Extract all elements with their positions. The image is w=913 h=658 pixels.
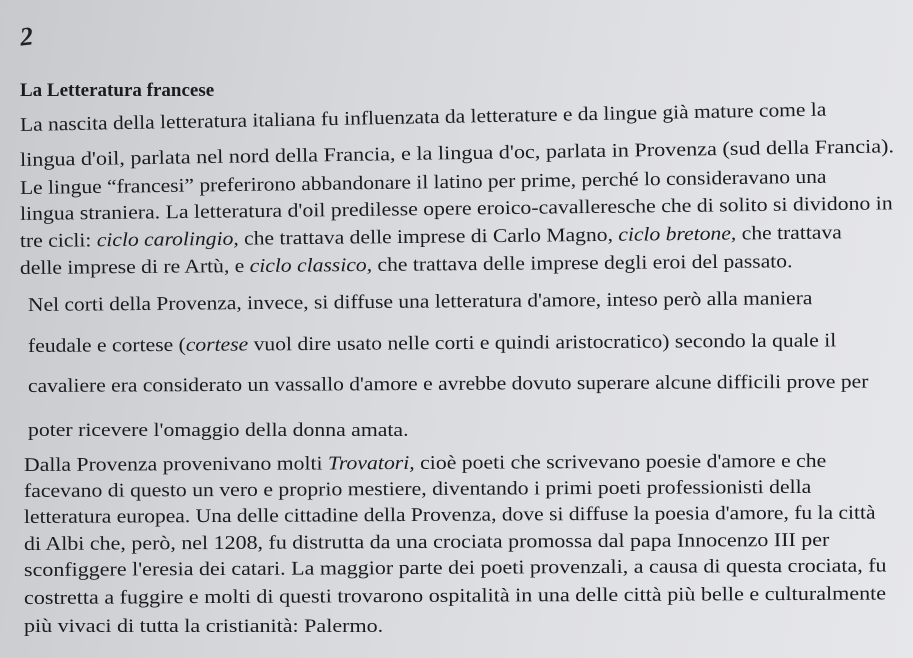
text-line	[20, 223, 842, 251]
text-run: cioè poeti che scrivevano poesie d'amore e che	[414, 450, 827, 474]
text-run: letteratura europea. Una delle cittadine della Provenza, dove si diffuse la poesia d'amore, fu la città	[23, 502, 876, 528]
text-line	[28, 331, 836, 356]
text-run: costretta a fuggire e molti di questi trovarono ospitalità in una delle città più belle e culturalmente	[23, 583, 887, 609]
text-run: Le lingue “francesi” preferirono abbandonare il latino per prime, perché lo consideravano una	[19, 166, 827, 199]
text-line	[20, 194, 893, 224]
text-run: delle imprese di re Artù, e	[19, 255, 250, 279]
text-line	[24, 504, 876, 528]
page-title: La Letteratura francese	[20, 80, 215, 101]
text-run: Dalla Provenza provenivano molti	[23, 453, 329, 476]
text-line	[28, 421, 409, 440]
text-line	[28, 373, 868, 397]
text-line	[24, 478, 811, 502]
text-run: cavaliere era considerato un vassallo d'amore e avrebbe dovuto superare alcune difficili prove per	[27, 371, 869, 397]
text-run: Nel corti della Provenza, invece, si diffuse una letteratura d'amore, inteso però alla maniera	[27, 288, 813, 316]
page-number: 2	[18, 21, 35, 52]
text-line	[28, 289, 813, 315]
text-run: lingua straniera. La letteratura d'oil predilesse opere eroico-cavalleresche che di solito si dividono in	[19, 193, 893, 225]
italic-term: ciclo classico,	[249, 254, 373, 277]
text-run: vuol dire usato nelle corti e quindi aristocratico) secondo la quale il	[248, 330, 837, 356]
text-line	[20, 101, 827, 136]
text-line	[20, 168, 827, 199]
text-run: più vivaci di tutta la cristianità: Palermo.	[24, 616, 384, 637]
text-run: tre cicli:	[19, 230, 97, 252]
text-line	[24, 452, 826, 476]
text-run: poter ricevere l'omaggio della donna amata.	[28, 420, 409, 441]
italic-term: Trovatori,	[327, 452, 415, 475]
text-line	[24, 556, 887, 580]
text-run: di Albi che, però, nel 1208, fu distrutta da una crociata promossa dal papa Innocenzo III per	[23, 529, 830, 555]
italic-term: ciclo carolingio,	[96, 228, 239, 252]
text-run: facevano di questo un vero e proprio mestiere, diventando i primi poeti professionisti della	[23, 476, 812, 502]
text-line	[20, 137, 894, 170]
text-line	[24, 584, 886, 608]
text-run: che trattava	[736, 222, 842, 245]
italic-term: cortese	[185, 334, 249, 356]
text-run: feudale e cortese (	[27, 334, 186, 357]
text-run: che trattava delle imprese degli eroi del passato.	[371, 251, 793, 276]
text-line	[24, 617, 383, 636]
text-run: sconfiggere l'eresia dei catari. La maggior parte dei poeti provenzali, a causa di questa crociata, fu	[23, 555, 887, 581]
italic-term: ciclo bretone,	[618, 223, 737, 246]
text-line	[24, 531, 829, 555]
text-run: che trattava delle imprese di Carlo Magno,	[238, 224, 619, 250]
text-run: lingua d'oil, parlata nel nord della Francia, e la lingua d'oc, parlata in Provenza (sud della Francia).	[19, 136, 895, 171]
text-run: La nascita della letteratura italiana fu influenzata da letterature e da lingue già mature come la	[19, 99, 827, 136]
text-line	[20, 252, 793, 278]
